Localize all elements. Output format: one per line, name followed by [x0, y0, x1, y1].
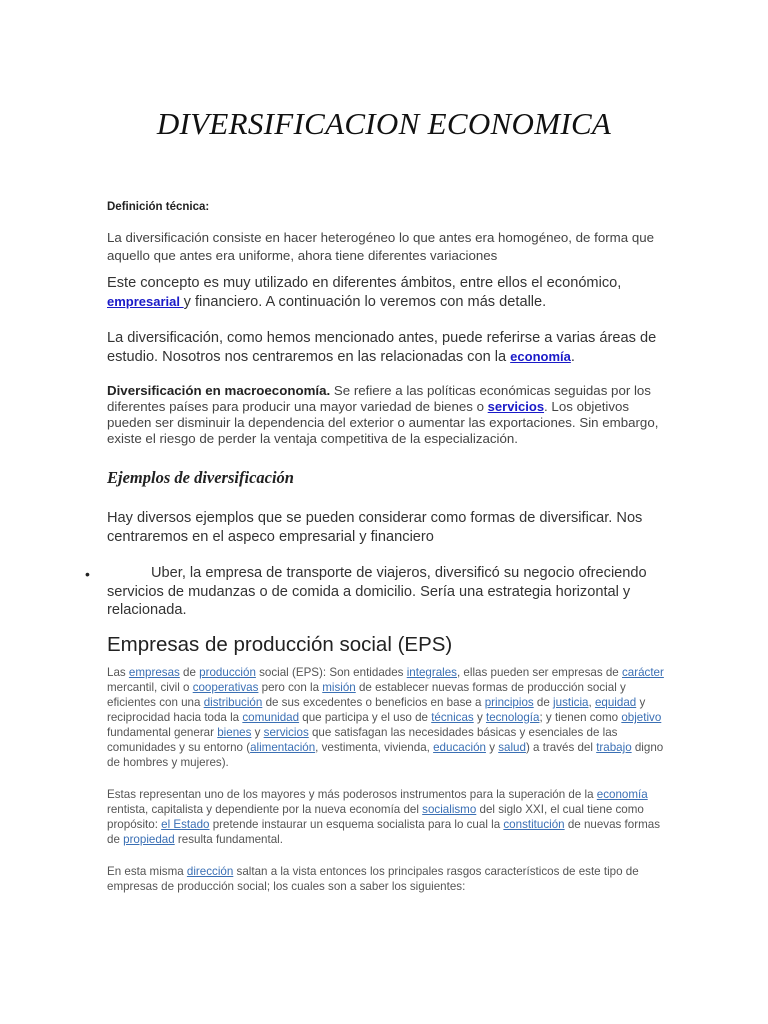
- link-tecnicas[interactable]: técnicas: [431, 711, 474, 724]
- instruments-text: rentista, capitalista y dependiente por la nueva economía del: [107, 803, 423, 816]
- eps-text: , ellas pueden ser empresas de: [456, 666, 622, 679]
- eps-text: y reciprocidad hacia toda la: [107, 696, 646, 724]
- uber-example-item: [107, 564, 657, 620]
- eps-text: de: [179, 666, 200, 679]
- areas-paragraph: [107, 329, 667, 366]
- instruments-text: Estas representan uno de los mayores y más poderosos instrumentos para la superación de la: [107, 788, 597, 801]
- instruments-text: pretende instaurar un esquema socialista para lo cual la: [209, 818, 504, 831]
- link-principios[interactable]: principios: [484, 696, 534, 709]
- features-text: saltan a la vista entonces los principales rasgos característicos de este tipo de empresas de producción social; los cuales son a saber los siguientes:: [107, 865, 639, 893]
- eps-heading: Empresas de producción social (EPS): [107, 633, 453, 656]
- concept-text: Este concepto es muy utilizado en diferentes ámbitos, entre ellos el económico,: [107, 275, 622, 291]
- macroeconomy-paragraph: [107, 383, 667, 447]
- link-economia-rentista[interactable]: economía: [596, 788, 648, 801]
- macroeconomy-term: Diversificación en macroeconomía.: [107, 383, 331, 398]
- link-mision[interactable]: misión: [322, 681, 356, 694]
- link-direccion[interactable]: dirección: [186, 865, 234, 878]
- link-distribucion[interactable]: distribución: [203, 696, 263, 709]
- instruments-text: resulta fundamental.: [174, 833, 283, 846]
- eps-text: y: [485, 741, 499, 754]
- link-salud[interactable]: salud: [498, 741, 526, 754]
- eps-text: ; y tienen como: [539, 711, 622, 724]
- link-el-estado[interactable]: el Estado: [161, 818, 210, 831]
- link-caracter[interactable]: carácter: [621, 666, 664, 679]
- macroeconomy-text-end: . Los objetivos pueden ser disminuir la dependencia del exterior o aumentar las exportaciones. Sin embargo, existe el riesgo de perder la ventaja competitiva de la especialización.: [107, 399, 659, 446]
- eps-definition-paragraph: [107, 665, 667, 770]
- features-text: En esta misma: [107, 865, 187, 878]
- examples-intro-paragraph: Hay diversos ejemplos que se pueden considerar como formas de diversificar. Nos centraremos en el aspeco empresarial y financiero: [107, 510, 643, 545]
- link-socialismo[interactable]: socialismo: [422, 803, 477, 816]
- link-integrales[interactable]: integrales: [406, 666, 457, 679]
- eps-text: mercantil, civil o: [107, 681, 193, 694]
- areas-text: La diversificación, como hemos mencionado antes, puede referirse a varias áreas de estudio. Nosotros nos centraremos en las relacionadas con la: [107, 330, 657, 365]
- definition-label: Definición técnica:: [107, 201, 210, 213]
- eps-text: de sus excedentes o beneficios en base a: [262, 696, 485, 709]
- areas-text-end: .: [570, 348, 575, 365]
- eps-text: social (EPS): Son entidades: [255, 666, 407, 679]
- link-trabajo[interactable]: trabajo: [596, 741, 632, 754]
- definition-paragraph: La diversificación consiste en hacer heterogéneo lo que antes era homogéneo, de forma que aquello que antes era uniforme, ahora tiene diferentes variaciones: [107, 230, 655, 263]
- eps-text: , vestimenta, vivienda,: [315, 741, 434, 754]
- eps-text: ,: [588, 696, 595, 709]
- link-servicios[interactable]: servicios: [487, 399, 545, 414]
- eps-text: y: [473, 711, 486, 724]
- link-comunidad[interactable]: comunidad: [242, 711, 300, 724]
- link-cooperativas[interactable]: cooperativas: [192, 681, 259, 694]
- concept-text-end: y financiero. A continuación lo veremos con más detalle.: [183, 293, 547, 310]
- link-equidad[interactable]: equidad: [594, 696, 637, 709]
- eps-text: que participa y el uso de: [299, 711, 432, 724]
- document-title: DIVERSIFICACION ECONOMICA: [156, 106, 612, 141]
- link-servicios-eps[interactable]: servicios: [263, 726, 309, 739]
- link-constitucion[interactable]: constitución: [503, 818, 565, 831]
- instruments-text: del siglo XXI, el cual tiene como propósito:: [107, 803, 644, 831]
- eps-text: fundamental generar: [107, 726, 218, 739]
- link-justicia[interactable]: justicia: [553, 696, 589, 709]
- examples-heading: Ejemplos de diversificación: [107, 468, 294, 487]
- eps-text: de establecer nuevas formas de producción social y eficientes con una: [107, 681, 626, 709]
- eps-text: pero con la: [258, 681, 323, 694]
- eps-text: de: [533, 696, 554, 709]
- uber-example-text: Uber, la empresa de transporte de viajeros, diversificó su negocio ofreciendo servicios de mudanzas o de comida a domicilio. Sería una estrategia horizontal y relacionada.: [107, 565, 647, 618]
- eps-text: digno de hombres y mujeres).: [107, 741, 664, 769]
- link-empresas[interactable]: empresas: [128, 666, 180, 679]
- link-alimentacion[interactable]: alimentación: [250, 741, 316, 754]
- link-bienes[interactable]: bienes: [217, 726, 252, 739]
- link-tecnologia[interactable]: tecnología: [485, 711, 540, 724]
- link-objetivo[interactable]: objetivo: [621, 711, 662, 724]
- bullet-marker: •: [85, 566, 90, 582]
- link-produccion[interactable]: producción: [199, 666, 256, 679]
- link-empresarial[interactable]: empresarial: [107, 293, 184, 309]
- macroeconomy-text: Se refiere a las políticas económicas seguidas por los diferentes países para producir una mayor variedad de bienes o: [107, 383, 651, 414]
- instruments-text: de nuevas formas de: [107, 818, 660, 846]
- link-propiedad[interactable]: propiedad: [123, 833, 175, 846]
- concept-paragraph: [107, 274, 667, 311]
- eps-text: Las: [107, 666, 129, 679]
- link-economia[interactable]: economía: [510, 348, 571, 364]
- link-educacion[interactable]: educación: [433, 741, 486, 754]
- eps-features-paragraph: [107, 864, 667, 894]
- eps-text: ) a través del: [525, 741, 597, 754]
- eps-text: y: [251, 726, 264, 739]
- eps-text: que satisfagan las necesidades básicas y esenciales de las comunidades y su entorno (: [107, 726, 618, 754]
- eps-instruments-paragraph: [107, 787, 667, 847]
